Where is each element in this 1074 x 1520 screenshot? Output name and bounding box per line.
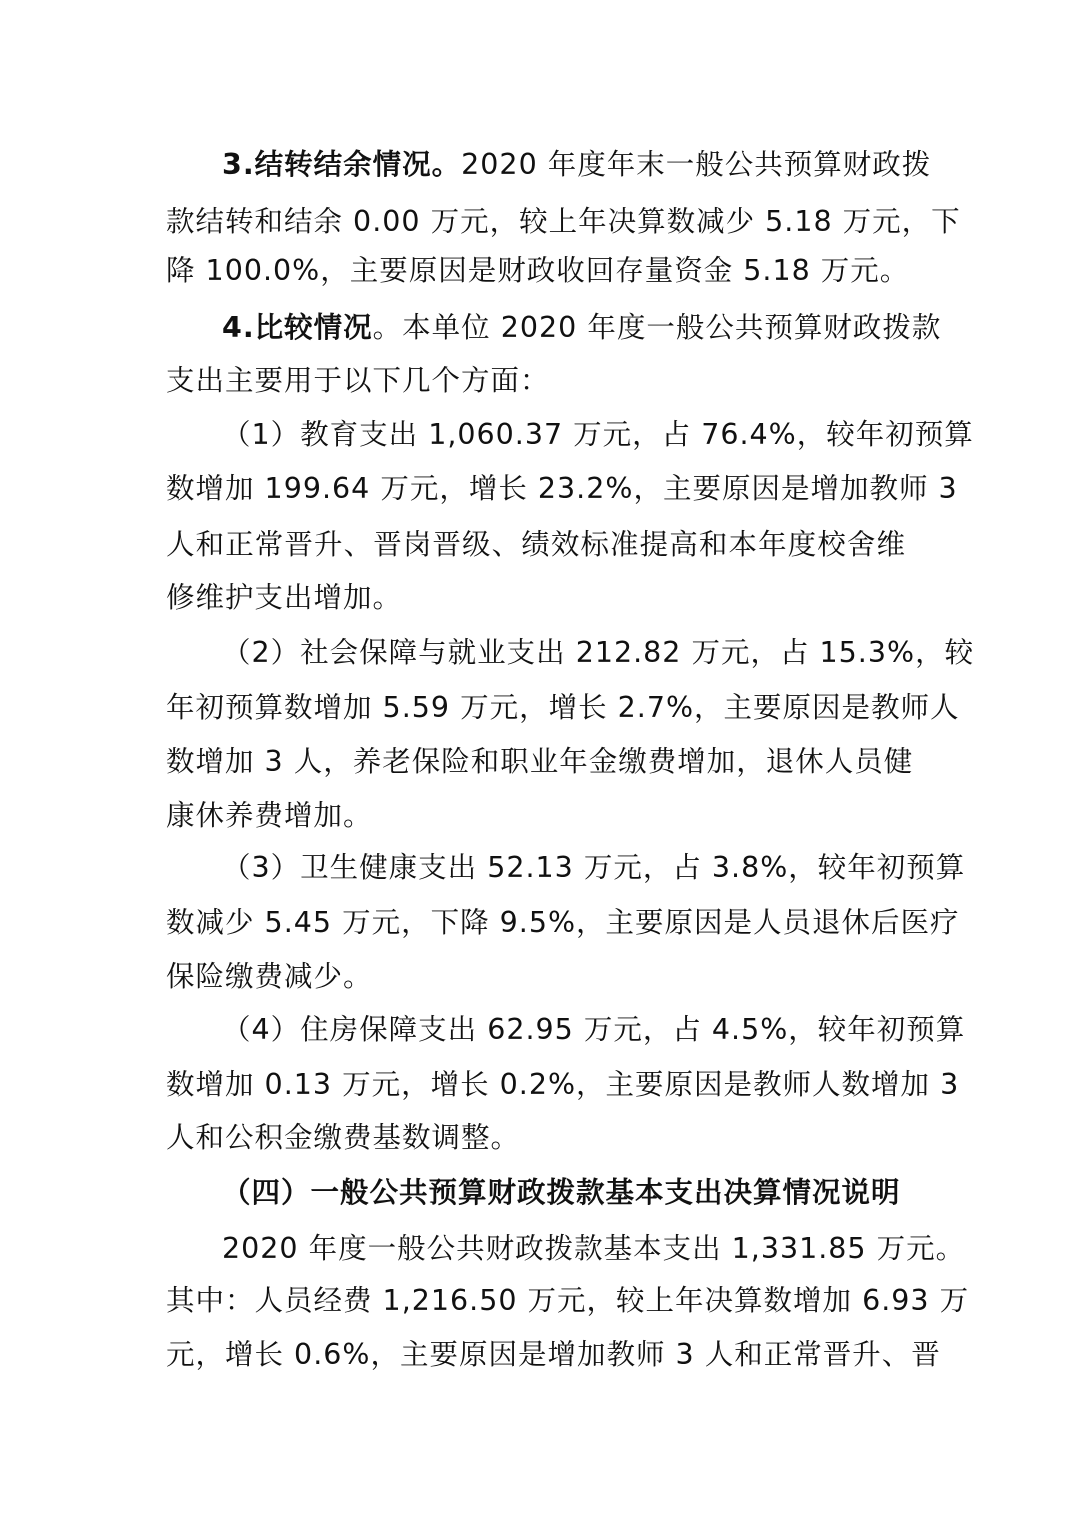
basic-expenditure-line-2: 其中：人员经费 1,216.50 万元，较上年决算数增加 6.93 万 (166, 1284, 970, 1317)
item-housing-line-1: （4）住房保障支出 62.95 万元，占 4.5%，较年初预算 (222, 1013, 966, 1046)
paragraph-carryover-line-1 (222, 136, 932, 194)
item-social-security-line-1: （2）社会保障与就业支出 212.82 万元，占 15.3%，较 (222, 636, 975, 669)
basic-expenditure-line-3: 元，增长 0.6%，主要原因是增加教师 3 人和正常晋升、晋 (166, 1338, 941, 1371)
section-heading: （四）一般公共预算财政拨款基本支出决算情况说明 (222, 1176, 901, 1209)
carryover-text: 2020 年度年末一般公共预算财政拨 (461, 148, 932, 181)
paragraph-comparison-line-2: 支出主要用于以下几个方面： (166, 364, 550, 397)
comparison-text: 。本单位 2020 年度一般公共预算财政拨款 (372, 311, 942, 344)
carryover-heading: 3.结转结余情况。 (222, 148, 462, 181)
item-education-line-1: （1）教育支出 1,060.37 万元，占 76.4%，较年初预算 (222, 418, 974, 451)
item-housing-line-3: 人和公积金缴费基数调整。 (166, 1121, 521, 1154)
paragraph-carryover-line-2: 款结转和结余 0.00 万元，较上年决算数减少 5.18 万元，下 (166, 205, 961, 238)
item-social-security-line-3: 数增加 3 人，养老保险和职业年金缴费增加，退休人员健 (166, 745, 914, 778)
paragraph-carryover-line-3: 降 100.0%，主要原因是财政收回存量资金 5.18 万元。 (166, 254, 910, 287)
item-health-line-1: （3）卫生健康支出 52.13 万元，占 3.8%，较年初预算 (222, 851, 966, 884)
item-health-line-3: 保险缴费减少。 (166, 960, 373, 993)
comparison-heading: 4.比较情况 (222, 311, 373, 344)
item-housing-line-2: 数增加 0.13 万元，增长 0.2%，主要原因是教师人数增加 3 (166, 1068, 960, 1101)
item-social-security-line-2: 年初预算数增加 5.59 万元，增长 2.7%，主要原因是教师人 (166, 691, 960, 724)
item-health-line-2: 数减少 5.45 万元，下降 9.5%，主要原因是人员退休后医疗 (166, 906, 960, 939)
item-education-line-4: 修维护支出增加。 (166, 581, 403, 614)
basic-expenditure-line-1: 2020 年度一般公共财政拨款基本支出 1,331.85 万元。 (222, 1232, 966, 1265)
item-education-line-2: 数增加 199.64 万元，增长 23.2%，主要原因是增加教师 3 (166, 472, 958, 505)
item-education-line-3: 人和正常晋升、晋岗晋级、绩效标准提高和本年度校舍维 (166, 528, 906, 561)
paragraph-comparison-line-1 (222, 299, 942, 357)
item-social-security-line-4: 康休养费增加。 (166, 799, 373, 832)
